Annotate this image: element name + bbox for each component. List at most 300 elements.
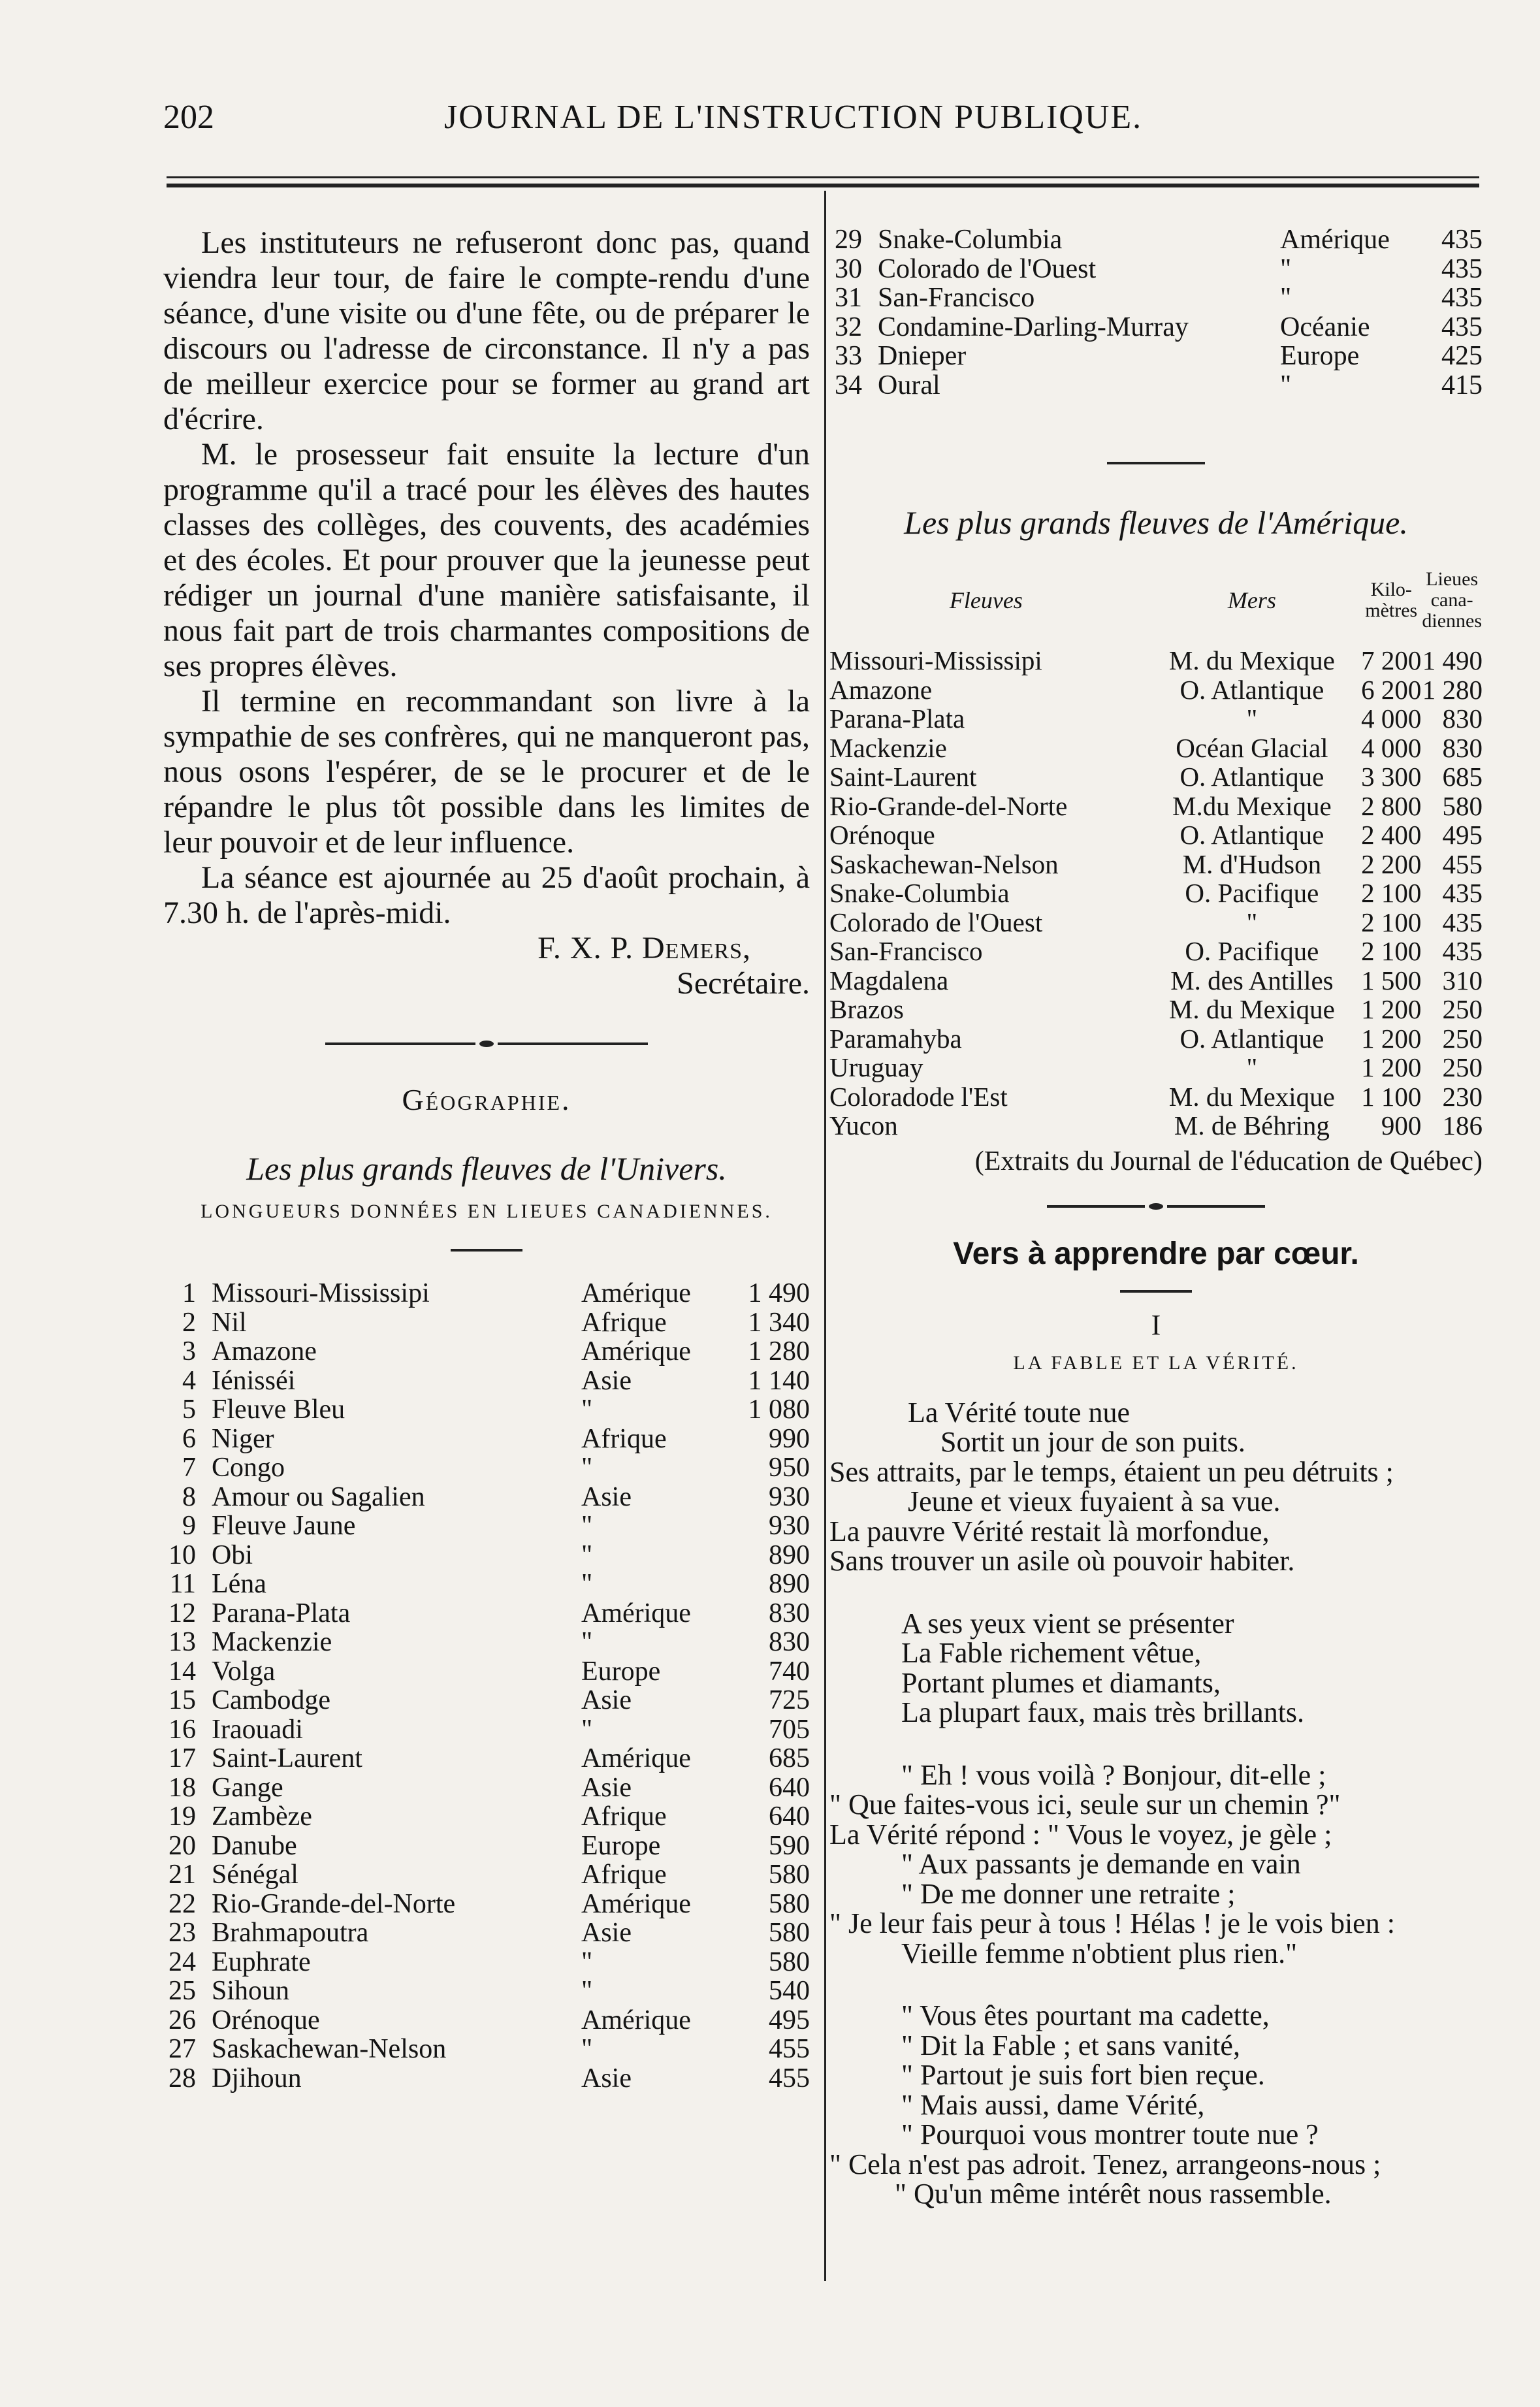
right-column (829, 225, 1483, 2209)
river-name: Fleuve Bleu (212, 1395, 345, 1425)
america-river-km: 2 200 (1361, 848, 1422, 879)
river-continent: Océanie (1280, 312, 1370, 342)
river-length: 435 (1441, 225, 1483, 255)
river-continent: " (581, 1569, 593, 1599)
header-rule-thick (167, 184, 1479, 187)
river-continent: " (581, 1453, 593, 1483)
america-river-km: 1 200 (1361, 1023, 1422, 1054)
river-rank: 1 (182, 1278, 196, 1308)
river-rank: 28 (168, 2063, 196, 2093)
america-river-name: Yucon (829, 1110, 898, 1140)
river-length: 580 (769, 1947, 810, 1977)
america-river-km: 2 100 (1361, 878, 1422, 908)
america-river-lieues: 685 (1442, 762, 1483, 792)
col-header-rivers: Fleuves (949, 587, 1023, 613)
river-rank: 21 (168, 1860, 196, 1890)
america-river-km: 7 200 (1361, 645, 1422, 675)
river-rank: 16 (168, 1714, 196, 1745)
table-row (163, 1860, 810, 1890)
table-row (163, 1657, 810, 1687)
ornament-dot (479, 1041, 494, 1047)
river-length: 725 (769, 1685, 810, 1715)
minutes-text (163, 225, 810, 931)
america-river-lieues: 250 (1442, 1052, 1483, 1082)
america-river-name: Mackenzie (829, 732, 947, 763)
table-row (163, 1744, 810, 1773)
river-length: 435 (1441, 253, 1483, 284)
river-continent: " (1280, 253, 1292, 284)
america-river-lieues: 580 (1442, 790, 1483, 821)
river-continent: Afrique (581, 1423, 667, 1454)
river-name: Sénégal (212, 1860, 298, 1890)
river-length: 890 (769, 1540, 810, 1570)
river-length: 890 (769, 1569, 810, 1599)
river-name: Cambodge (212, 1685, 330, 1715)
america-river-lieues: 310 (1442, 965, 1483, 995)
table-row (163, 1570, 810, 1599)
river-name: Parana-Plata (212, 1598, 351, 1628)
america-river-sea: M. de Béhring (1174, 1110, 1330, 1140)
river-name: Missouri-Mississipi (212, 1278, 430, 1308)
table-row (829, 646, 1483, 675)
river-continent: Europe (581, 1656, 661, 1687)
poem-line: " Aux passants je demande en vain (901, 1848, 1301, 1880)
river-rank: 27 (168, 2034, 196, 2064)
america-river-name: Orénoque (829, 820, 935, 850)
table-row (163, 1541, 810, 1570)
table-row (829, 850, 1483, 879)
poem-line: " Je leur fais peur à tous ! Hélas ! je le vois bien : (829, 1907, 1395, 1939)
river-rank: 6 (182, 1423, 196, 1454)
river-rank: 29 (835, 225, 862, 255)
river-name: Mackenzie (212, 1627, 332, 1657)
table-row (829, 792, 1483, 821)
america-river-km: 1 200 (1361, 994, 1422, 1024)
river-name: Léna (212, 1569, 266, 1599)
table-row (829, 908, 1483, 937)
america-river-lieues: 230 (1442, 1081, 1483, 1112)
table-row (829, 1082, 1483, 1112)
america-river-name: Missouri-Mississipi (829, 645, 1042, 675)
america-river-km: 900 (1381, 1110, 1422, 1140)
paragraph: Il termine en recommandant son livre à la sympathie de ses confrères, qui ne manqueront pas, nous osons l'espérer, de se le procurer et de le répandre le plus tôt possible dans les limites de leur pouvoir et de leur influence. (163, 684, 810, 860)
america-river-lieues: 1 280 (1422, 674, 1483, 705)
table-row (163, 1948, 810, 1977)
america-river-km: 1 100 (1361, 1081, 1422, 1112)
america-river-lieues: 455 (1442, 848, 1483, 879)
river-rank: 13 (168, 1627, 196, 1657)
table-row (163, 2006, 810, 2035)
poem-line: " Que faites-vous ici, seule sur un chemin ?" (829, 1788, 1341, 1820)
poem-number: I (1151, 1308, 1161, 1341)
river-length: 1 280 (748, 1336, 810, 1366)
table-row (829, 283, 1483, 313)
america-river-lieues: 830 (1442, 703, 1483, 734)
table-row (829, 675, 1483, 705)
poem-line: Sortit un jour de son puits. (940, 1426, 1245, 1458)
poem-stanza (829, 1609, 1483, 1728)
river-continent: Asie (581, 1481, 632, 1512)
river-rank: 20 (168, 1830, 196, 1861)
america-river-name: Colorado de l'Ouest (829, 907, 1043, 937)
poem-line: " Cela n'est pas adroit. Tenez, arrangeons-nous ; (829, 2148, 1381, 2180)
table-row (163, 1395, 810, 1425)
america-river-lieues: 250 (1442, 1023, 1483, 1054)
river-continent: " (581, 2034, 593, 2064)
america-river-name: Magdalena (829, 965, 949, 995)
river-continent: Europe (1280, 341, 1360, 371)
river-rank: 26 (168, 2005, 196, 2035)
poem-section-title: Vers à apprendre par cœur. (953, 1236, 1359, 1271)
america-river-name: Amazone (829, 674, 933, 705)
table-row (829, 879, 1483, 908)
river-rank: 18 (168, 1772, 196, 1803)
river-rank: 2 (182, 1307, 196, 1338)
america-river-lieues: 830 (1442, 732, 1483, 763)
poem-line: La Vérité toute nue (908, 1396, 1131, 1429)
table-row (829, 371, 1483, 400)
river-rank: 33 (835, 341, 862, 371)
river-name: Saint-Laurent (212, 1743, 362, 1773)
table-row (829, 734, 1483, 763)
table-row (829, 1053, 1483, 1082)
river-continent: " (581, 1627, 593, 1657)
col-header-lieues: Lieues cana-diennes (1422, 568, 1482, 632)
river-name: Obi (212, 1540, 253, 1570)
source-note: (Extraits du Journal de l'éducation de Québec) (974, 1146, 1483, 1176)
poem-line: Portant plumes et diamants, (901, 1666, 1221, 1699)
river-rank: 17 (168, 1743, 196, 1773)
america-river-km: 1 200 (1361, 1052, 1422, 1082)
poem-line: " Mais aussi, dame Vérité, (901, 2088, 1205, 2121)
page-header (163, 98, 1483, 150)
america-river-lieues: 495 (1442, 820, 1483, 850)
river-name: Amazone (212, 1336, 317, 1366)
river-name: Iraouadi (212, 1714, 303, 1745)
america-river-sea: " (1246, 1052, 1258, 1082)
river-length: 640 (769, 1772, 810, 1803)
poem-stanza (829, 2001, 1483, 2209)
america-river-sea: O. Atlantique (1179, 762, 1324, 792)
america-river-sea: M. du Mexique (1168, 645, 1335, 675)
table-row (163, 1425, 810, 1454)
table-row (829, 342, 1483, 371)
ornament-bar (1167, 1205, 1265, 1208)
america-river-km: 3 300 (1361, 762, 1422, 792)
river-length: 685 (769, 1743, 810, 1773)
america-river-sea: O. Pacifique (1185, 936, 1319, 966)
table-row (829, 995, 1483, 1024)
river-length: 425 (1441, 341, 1483, 371)
river-rank: 19 (168, 1801, 196, 1832)
poem-line: " Pourquoi vous montrer toute nue ? (901, 2118, 1319, 2150)
signature-title: Secrétaire. (677, 966, 810, 1001)
ornament-bar (498, 1042, 648, 1045)
america-river-sea: O. Atlantique (1179, 1023, 1324, 1054)
ornament-dot (1149, 1203, 1163, 1210)
river-length: 435 (1441, 312, 1483, 342)
table-row (829, 937, 1483, 966)
river-rank: 8 (182, 1481, 196, 1512)
river-continent: Amérique (581, 1743, 691, 1773)
table-row (163, 2064, 810, 2093)
river-rank: 3 (182, 1336, 196, 1366)
poem-line: La Fable richement vêtue, (901, 1637, 1202, 1669)
river-length: 455 (769, 2034, 810, 2064)
table-row (163, 1977, 810, 2006)
poem-line: " De me donner une retraite ; (901, 1877, 1236, 1910)
america-river-sea: M.du Mexique (1172, 790, 1332, 821)
river-rank: 4 (182, 1365, 196, 1396)
river-length: 590 (769, 1830, 810, 1861)
river-continent: " (581, 1947, 593, 1977)
river-continent: Asie (581, 1685, 632, 1715)
river-length: 540 (769, 1976, 810, 2006)
table-row (163, 1483, 810, 1512)
col-header-km: Kilo-mètres (1365, 579, 1418, 621)
poem-stanza (829, 1398, 1483, 1576)
table-row (829, 704, 1483, 734)
river-length: 950 (769, 1453, 810, 1483)
river-name: Niger (212, 1423, 274, 1454)
river-rank: 11 (169, 1569, 196, 1599)
river-rank: 34 (835, 370, 862, 400)
river-continent: Amérique (581, 2005, 691, 2035)
river-continent: Asie (581, 1772, 632, 1803)
paragraph: Les instituteurs ne refuseront donc pas, quand viendra leur tour, de faire le compte-rendu d'une séance, d'une visite ou d'une fête, ou de préparer le discours ou l'adresse de circonstance. Il n'y a pas de meilleur exercice pour se former au grand art d'écrire. (163, 225, 810, 436)
poem-text (829, 1398, 1483, 2209)
paragraph: M. le prosesseur fait ensuite la lecture d'un programme qu'il a tracé pour les élèves des hautes classes des collèges, des couvents, des académies et des écoles. Et pour prouver que la jeunesse peut rédiger un journal d'une manière satisfaisante, il nous fait part de trois charmantes compositions de ses propres élèves. (163, 437, 810, 683)
america-river-name: Rio-Grande-del-Norte (829, 790, 1068, 821)
table-row (829, 1111, 1483, 1140)
table-row (163, 1599, 810, 1628)
river-continent: Amérique (1280, 225, 1390, 255)
america-river-name: San-Francisco (829, 936, 983, 966)
river-continent: Amérique (581, 1336, 691, 1366)
table-row (829, 762, 1483, 792)
america-river-sea: " (1246, 703, 1258, 734)
river-name: Rio-Grande-del-Norte (212, 1888, 456, 1919)
america-river-lieues: 1 490 (1422, 645, 1483, 675)
america-river-sea: M. des Antilles (1170, 965, 1334, 995)
short-rule (1120, 1290, 1192, 1293)
america-river-km: 4 000 (1361, 732, 1422, 763)
table-row (163, 1279, 810, 1308)
river-rank: 12 (168, 1598, 196, 1628)
ornament-divider (163, 1041, 810, 1047)
river-continent: Asie (581, 2063, 632, 2093)
table-row (163, 1337, 810, 1366)
america-rivers-table (829, 555, 1483, 1140)
river-name: Saskachewan-Nelson (212, 2034, 447, 2064)
river-rank: 15 (168, 1685, 196, 1715)
river-rank: 7 (182, 1453, 196, 1483)
world-rivers-table-continued (829, 225, 1483, 400)
river-name: Oural (878, 370, 940, 400)
river-name: Gange (212, 1772, 283, 1803)
river-continent: " (581, 1395, 593, 1425)
ornament-bar (325, 1042, 475, 1045)
river-name: Zambèze (212, 1801, 312, 1832)
america-river-sea: Océan Glacial (1176, 732, 1328, 763)
america-river-sea: M. du Mexique (1168, 994, 1335, 1024)
river-length: 495 (769, 2005, 810, 2035)
table-row (163, 1773, 810, 1803)
left-column (163, 225, 810, 2093)
header-rule-thin (167, 176, 1479, 178)
river-rank: 31 (835, 283, 862, 313)
river-continent: " (581, 1511, 593, 1541)
river-continent: " (581, 1540, 593, 1570)
america-river-name: Uruguay (829, 1052, 923, 1082)
river-length: 830 (769, 1627, 810, 1657)
america-river-name: Parana-Plata (829, 703, 965, 734)
poem-stanza (829, 1760, 1483, 1969)
table-row (163, 1511, 810, 1541)
river-length: 1 140 (748, 1365, 810, 1396)
poem-line: La plupart faux, mais très brillants. (901, 1696, 1305, 1728)
river-length: 930 (769, 1481, 810, 1512)
poem-line: " Partout je suis fort bien reçue. (901, 2059, 1265, 2091)
river-name: Sihoun (212, 1976, 290, 2006)
col-header-seas: Mers (1227, 587, 1276, 613)
river-continent: " (1280, 370, 1292, 400)
america-table-title: Les plus grands fleuves de l'Amérique. (904, 504, 1408, 541)
river-name: Brahmapoutra (212, 1918, 369, 1948)
america-river-name: Paramahyba (829, 1023, 962, 1054)
world-table-title: Les plus grands fleuves de l'Univers. (246, 1150, 727, 1187)
america-river-lieues: 186 (1442, 1110, 1483, 1140)
river-rank: 25 (168, 1976, 196, 2006)
river-continent: Afrique (581, 1801, 667, 1832)
poem-line: Sans trouver un asile où pouvoir habiter. (829, 1545, 1295, 1577)
paragraph: La séance est ajournée au 25 d'août prochain, à 7.30 h. de l'après-midi. (163, 860, 810, 930)
river-rank: 32 (835, 312, 862, 342)
river-rank: 22 (168, 1888, 196, 1919)
america-river-lieues: 435 (1442, 878, 1483, 908)
america-river-km: 4 000 (1361, 703, 1422, 734)
river-name: Orénoque (212, 2005, 320, 2035)
world-rivers-table (163, 1279, 810, 2093)
river-continent: Amérique (581, 1278, 691, 1308)
america-river-sea: M. d'Hudson (1182, 848, 1322, 879)
river-continent: Afrique (581, 1860, 667, 1890)
river-rank: 9 (182, 1511, 196, 1541)
poem-line: La pauvre Vérité restait là morfondue, (829, 1515, 1270, 1547)
america-river-km: 6 200 (1361, 674, 1422, 705)
river-name: Volga (212, 1656, 276, 1687)
poem-line: Ses attraits, par le temps, étaient un peu détruits ; (829, 1455, 1394, 1488)
poem-line: Vieille femme n'obtient plus rien." (901, 1937, 1298, 1969)
table-row (163, 1686, 810, 1715)
table-row (829, 820, 1483, 850)
america-river-km: 2 100 (1361, 936, 1422, 966)
table-row (829, 225, 1483, 255)
america-river-sea: M. du Mexique (1168, 1081, 1335, 1112)
table-row (163, 1890, 810, 1919)
table-row (163, 1918, 810, 1948)
river-length: 580 (769, 1860, 810, 1890)
river-name: Djihoun (212, 2063, 302, 2093)
river-rank: 5 (182, 1395, 196, 1425)
poem-line: " Qu'un même intérêt nous rassemble. (895, 2178, 1332, 2210)
river-continent: Afrique (581, 1307, 667, 1338)
river-continent: Asie (581, 1918, 632, 1948)
river-length: 455 (769, 2063, 810, 2093)
poem-line: La Vérité répond : " Vous le voyez, je gèle ; (829, 1818, 1332, 1850)
table-row (163, 1628, 810, 1657)
poem-line: " Vous êtes pourtant ma cadette, (901, 1999, 1270, 2031)
river-continent: Amérique (581, 1888, 691, 1919)
river-length: 830 (769, 1598, 810, 1628)
poem-line: " Eh ! vous voilà ? Bonjour, dit-elle ; (901, 1758, 1326, 1791)
america-river-km: 2 100 (1361, 907, 1422, 937)
river-name: Iénisséi (212, 1365, 296, 1396)
table-row (163, 1366, 810, 1396)
river-length: 740 (769, 1656, 810, 1687)
world-table-subtitle: LONGUEURS DONNÉES EN LIEUES CANADIENNES. (201, 1201, 773, 1222)
river-name: Fleuve Jaune (212, 1511, 356, 1541)
river-name: Colorado de l'Ouest (878, 253, 1097, 284)
river-name: Condamine-Darling-Murray (878, 312, 1189, 342)
river-name: Amour ou Sagalien (212, 1481, 425, 1512)
river-length: 1 340 (748, 1307, 810, 1338)
river-name: Danube (212, 1830, 297, 1861)
table-row (163, 1802, 810, 1832)
america-river-lieues: 435 (1442, 907, 1483, 937)
table-row (163, 1308, 810, 1338)
river-continent: Asie (581, 1365, 632, 1396)
short-rule (1107, 462, 1205, 464)
river-rank: 14 (168, 1656, 196, 1687)
river-continent: " (581, 1714, 593, 1745)
table-row (829, 1024, 1483, 1054)
short-rule (451, 1249, 522, 1252)
table-row (163, 1832, 810, 1861)
america-river-lieues: 435 (1442, 936, 1483, 966)
river-continent: " (581, 1976, 593, 2006)
america-river-name: Saskachewan-Nelson (829, 848, 1059, 879)
america-river-lieues: 250 (1442, 994, 1483, 1024)
table-row (829, 966, 1483, 995)
page-number: 202 (163, 99, 214, 136)
table-row (163, 1715, 810, 1745)
column-divider (824, 191, 826, 2281)
river-rank: 24 (168, 1947, 196, 1977)
america-river-name: Coloradode l'Est (829, 1081, 1008, 1112)
america-river-sea: " (1246, 907, 1258, 937)
america-river-km: 1 500 (1361, 965, 1422, 995)
ornament-divider (829, 1203, 1483, 1210)
river-length: 435 (1441, 283, 1483, 313)
america-river-sea: O. Atlantique (1179, 820, 1324, 850)
poem-line: A ses yeux vient se présenter (901, 1607, 1234, 1640)
river-name: Euphrate (212, 1947, 311, 1977)
river-continent: Amérique (581, 1598, 691, 1628)
river-length: 415 (1441, 370, 1483, 400)
river-name: Nil (212, 1307, 247, 1338)
river-length: 580 (769, 1888, 810, 1919)
journal-title: JOURNAL DE L'INSTRUCTION PUBLIQUE. (444, 99, 1143, 136)
america-river-sea: O. Pacifique (1185, 878, 1319, 908)
table-row (829, 313, 1483, 342)
america-river-km: 2 400 (1361, 820, 1422, 850)
river-rank: 10 (168, 1540, 196, 1570)
river-name: Snake-Columbia (878, 225, 1063, 255)
america-river-name: Brazos (829, 994, 904, 1024)
river-name: San-Francisco (878, 283, 1035, 313)
river-length: 580 (769, 1918, 810, 1948)
